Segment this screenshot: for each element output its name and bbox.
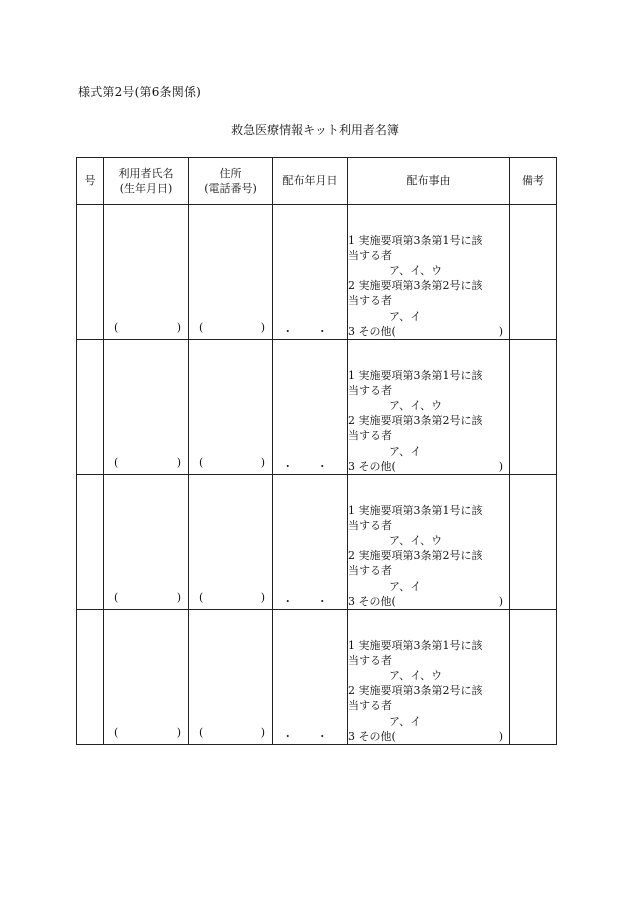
user-name-cell[interactable]	[104, 340, 189, 475]
phone-parentheses: ( )	[199, 455, 265, 469]
reason-item-2-cont: 当する者	[348, 564, 392, 578]
reason-item-3: 3 その他( )	[348, 594, 503, 608]
header-distribution-reason: 配布事由	[348, 158, 510, 205]
reason-item-2-cont: 当する者	[348, 294, 392, 308]
phone-parentheses: ( )	[199, 590, 265, 604]
reason-item-1-cont: 当する者	[348, 653, 392, 667]
remarks-cell[interactable]	[510, 610, 557, 745]
birthdate-parentheses: ( )	[114, 590, 181, 604]
reason-item-2-sub: ア、イ	[389, 714, 422, 728]
reason-item-2-cont: 当する者	[348, 699, 392, 713]
document-title: 救急医療情報キット利用者名簿	[231, 123, 399, 137]
header-distribution-date: 配布年月日	[273, 158, 348, 205]
reason-item-1-cont: 当する者	[348, 518, 392, 532]
header-row	[77, 158, 557, 205]
distribution-date-cell[interactable]: ・ ・	[273, 340, 348, 475]
table-row	[77, 340, 557, 475]
header-user-name: 利用者氏名 (生年月日)	[104, 158, 189, 205]
reason-item-2: 2 実施要項第3条第2号に該	[348, 549, 483, 563]
form-number: 様式第2号(第6条関係)	[78, 85, 202, 99]
distribution-date-cell[interactable]: ・ ・	[273, 610, 348, 745]
header-number: 号	[77, 158, 104, 205]
reason-item-2: 2 実施要項第3条第2号に該	[348, 414, 483, 428]
address-cell[interactable]	[189, 475, 273, 610]
table-row	[77, 205, 557, 340]
user-register-table	[76, 157, 557, 745]
number-cell[interactable]	[77, 340, 104, 475]
table-row	[77, 475, 557, 610]
reason-item-1-sub: ア、イ、ウ	[389, 533, 443, 547]
reason-item-2-cont: 当する者	[348, 429, 392, 443]
birthdate-parentheses: ( )	[114, 320, 181, 334]
reason-item-1-sub: ア、イ、ウ	[389, 263, 443, 277]
number-cell[interactable]	[77, 475, 104, 610]
distribution-reason-cell[interactable]	[348, 610, 510, 745]
user-name-cell[interactable]	[104, 475, 189, 610]
reason-item-1-sub: ア、イ、ウ	[389, 668, 443, 682]
distribution-reason-cell[interactable]	[348, 340, 510, 475]
user-name-cell[interactable]	[104, 205, 189, 340]
user-name-cell[interactable]	[104, 610, 189, 745]
reason-item-1: 1 実施要項第3条第1号に該	[348, 503, 483, 517]
birthdate-parentheses: ( )	[114, 455, 181, 469]
remarks-cell[interactable]	[510, 340, 557, 475]
phone-parentheses: ( )	[199, 320, 265, 334]
address-cell[interactable]	[189, 205, 273, 340]
reason-item-3: 3 その他( )	[348, 324, 503, 338]
reason-item-1: 1 実施要項第3条第1号に該	[348, 368, 483, 382]
reason-item-1-cont: 当する者	[348, 383, 392, 397]
remarks-cell[interactable]	[510, 475, 557, 610]
reason-item-2: 2 実施要項第3条第2号に該	[348, 684, 483, 698]
address-cell[interactable]	[189, 340, 273, 475]
distribution-reason-cell[interactable]	[348, 475, 510, 610]
reason-item-3: 3 その他( )	[348, 459, 503, 473]
header-remarks: 備考	[510, 158, 557, 205]
reason-item-2: 2 実施要項第3条第2号に該	[348, 279, 483, 293]
phone-parentheses: ( )	[199, 725, 265, 739]
address-cell[interactable]	[189, 610, 273, 745]
number-cell[interactable]	[77, 610, 104, 745]
reason-item-1: 1 実施要項第3条第1号に該	[348, 638, 483, 652]
reason-item-2-sub: ア、イ	[389, 309, 422, 323]
header-address: 住所 (電話番号)	[189, 158, 273, 205]
number-cell[interactable]	[77, 205, 104, 340]
distribution-date-cell[interactable]: ・ ・	[273, 205, 348, 340]
reason-item-1: 1 実施要項第3条第1号に該	[348, 233, 483, 247]
reason-item-3: 3 その他( )	[348, 729, 503, 743]
reason-item-1-cont: 当する者	[348, 248, 392, 262]
birthdate-parentheses: ( )	[114, 725, 181, 739]
remarks-cell[interactable]	[510, 205, 557, 340]
distribution-date-cell[interactable]: ・ ・	[273, 475, 348, 610]
table-row	[77, 610, 557, 745]
reason-item-1-sub: ア、イ、ウ	[389, 398, 443, 412]
distribution-reason-cell[interactable]	[348, 205, 510, 340]
reason-item-2-sub: ア、イ	[389, 579, 422, 593]
reason-item-2-sub: ア、イ	[389, 444, 422, 458]
